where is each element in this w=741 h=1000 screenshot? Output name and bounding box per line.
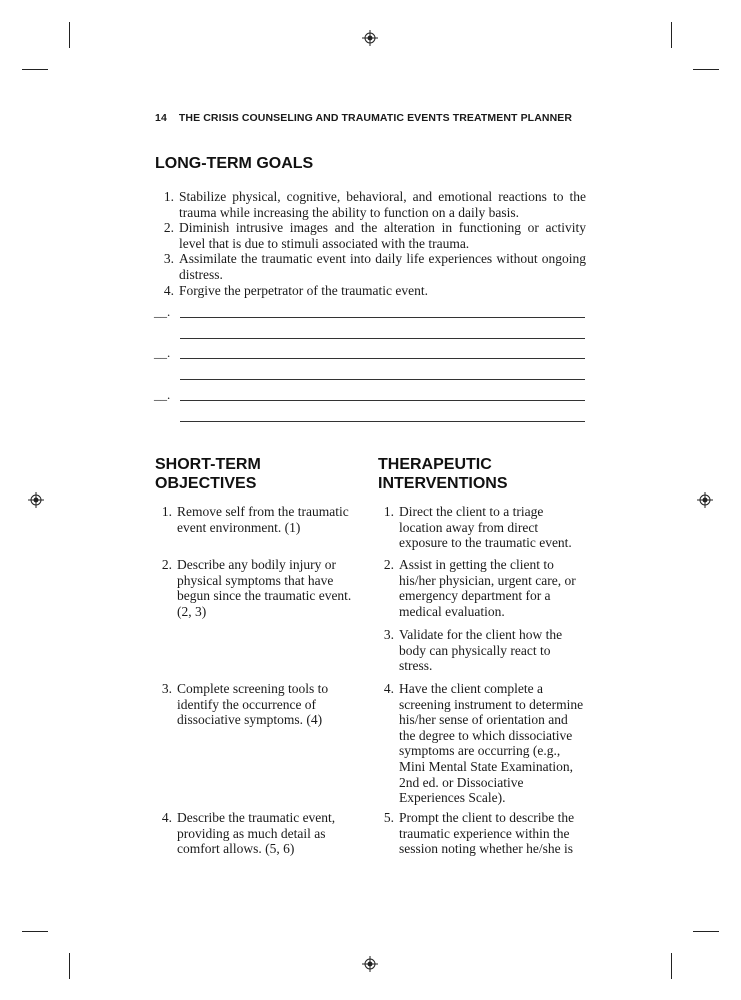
- intervention-number: 1.: [383, 504, 394, 519]
- goal-item: [157, 189, 586, 220]
- intervention-item: [377, 504, 585, 551]
- heading-line: INTERVENTIONS: [378, 475, 508, 492]
- intervention-text: Validate for the client how the body can physically react to stress.: [399, 627, 563, 674]
- heading-line: SHORT-TERM: [155, 456, 261, 473]
- page-number: 14: [155, 112, 167, 124]
- goal-item: [157, 220, 586, 251]
- heading-line: OBJECTIVES: [155, 475, 257, 492]
- crop-mark: [22, 931, 48, 932]
- objective-number: 3.: [161, 681, 172, 696]
- objective-text: Describe the traumatic event, providing as much detail as comfort allows. (5, 6): [177, 810, 336, 857]
- long-term-goals-heading: LONG-TERM GOALS: [155, 155, 314, 172]
- crop-mark: [22, 69, 48, 70]
- crop-mark: [693, 931, 719, 932]
- running-header: [155, 112, 595, 124]
- intervention-item: [377, 627, 585, 674]
- long-term-goals-list: [157, 189, 586, 298]
- crop-mark: [671, 22, 672, 48]
- intervention-item: [377, 681, 585, 806]
- registration-mark-icon: [697, 492, 713, 508]
- intervention-number: 4.: [383, 681, 394, 696]
- blank-goal-number: __.: [154, 345, 171, 360]
- blank-goal-line[interactable]: [180, 338, 585, 339]
- goal-text: Forgive the perpetrator of the traumatic event.: [179, 282, 429, 298]
- blank-goal-line[interactable]: [180, 317, 585, 318]
- objective-text: Complete screening tools to identify the occurrence of dissociative symptoms. (4): [177, 681, 329, 728]
- crop-mark: [671, 953, 672, 979]
- goal-item: [157, 283, 586, 299]
- goal-text: Assimilate the traumatic event into daily life experiences without ongoing distress.: [179, 251, 586, 282]
- objective-item: [155, 681, 360, 728]
- therapeutic-interventions-heading: [378, 455, 508, 493]
- intervention-text: Prompt the client to describe the traumatic experience within the session noting whether he/she is: [399, 810, 575, 857]
- heading-line: THERAPEUTIC: [378, 456, 492, 473]
- objective-item: [155, 557, 360, 619]
- objective-item: [155, 504, 360, 535]
- blank-goal-line[interactable]: [180, 379, 585, 380]
- intervention-number: 2.: [383, 557, 394, 572]
- objective-number: 4.: [161, 810, 172, 825]
- intervention-item: [377, 810, 585, 857]
- objective-number: 1.: [161, 504, 172, 519]
- goal-item: [157, 251, 586, 282]
- short-term-objectives-heading: [155, 455, 261, 493]
- goal-number: 1.: [163, 189, 174, 204]
- intervention-number: 3.: [383, 627, 394, 642]
- intervention-text: Assist in getting the client to his/her physician, urgent care, or emergency department for a medical evaluation.: [399, 557, 576, 619]
- blank-goal-number: __.: [154, 387, 171, 402]
- intervention-text: Have the client complete a screening instrument to determine his/her sense of orientation and the degree to which dissociative symptoms are occurring (e.g., Mini Mental State Examination, 2nd ed. or Dissociative Experiences Scale).: [399, 681, 584, 806]
- objective-text: Remove self from the traumatic event environment. (1): [177, 504, 349, 535]
- intervention-number: 5.: [383, 810, 394, 825]
- objective-item: [155, 810, 360, 857]
- blank-goal-number: __.: [154, 304, 171, 319]
- blank-goal-line[interactable]: [180, 421, 585, 422]
- intervention-item: [377, 557, 585, 619]
- objective-number: 2.: [161, 557, 172, 572]
- intervention-text: Direct the client to a triage location away from direct exposure to the traumatic event.: [399, 504, 572, 551]
- goal-number: 4.: [163, 282, 174, 298]
- goal-text: Stabilize physical, cognitive, behavioral, and emotional reactions to the trauma while increasing the ability to function on a daily basis.: [179, 189, 586, 220]
- crop-mark: [693, 69, 719, 70]
- goal-number: 2.: [163, 220, 174, 236]
- blank-goal-line[interactable]: [180, 400, 585, 401]
- goal-text: Diminish intrusive images and the alteration in functioning or activity level that is due to stimuli associated with the trauma.: [179, 220, 586, 251]
- blank-goal-line[interactable]: [180, 358, 585, 359]
- registration-mark-icon: [362, 956, 378, 972]
- crop-mark: [69, 953, 70, 979]
- registration-mark-icon: [362, 30, 378, 46]
- registration-mark-icon: [28, 492, 44, 508]
- goal-number: 3.: [163, 251, 174, 267]
- objective-text: Describe any bodily injury or physical symptoms that have begun since the traumatic event. (2, 3): [177, 557, 352, 619]
- crop-mark: [69, 22, 70, 48]
- running-title: THE CRISIS COUNSELING AND TRAUMATIC EVENTS TREATMENT PLANNER: [178, 112, 573, 124]
